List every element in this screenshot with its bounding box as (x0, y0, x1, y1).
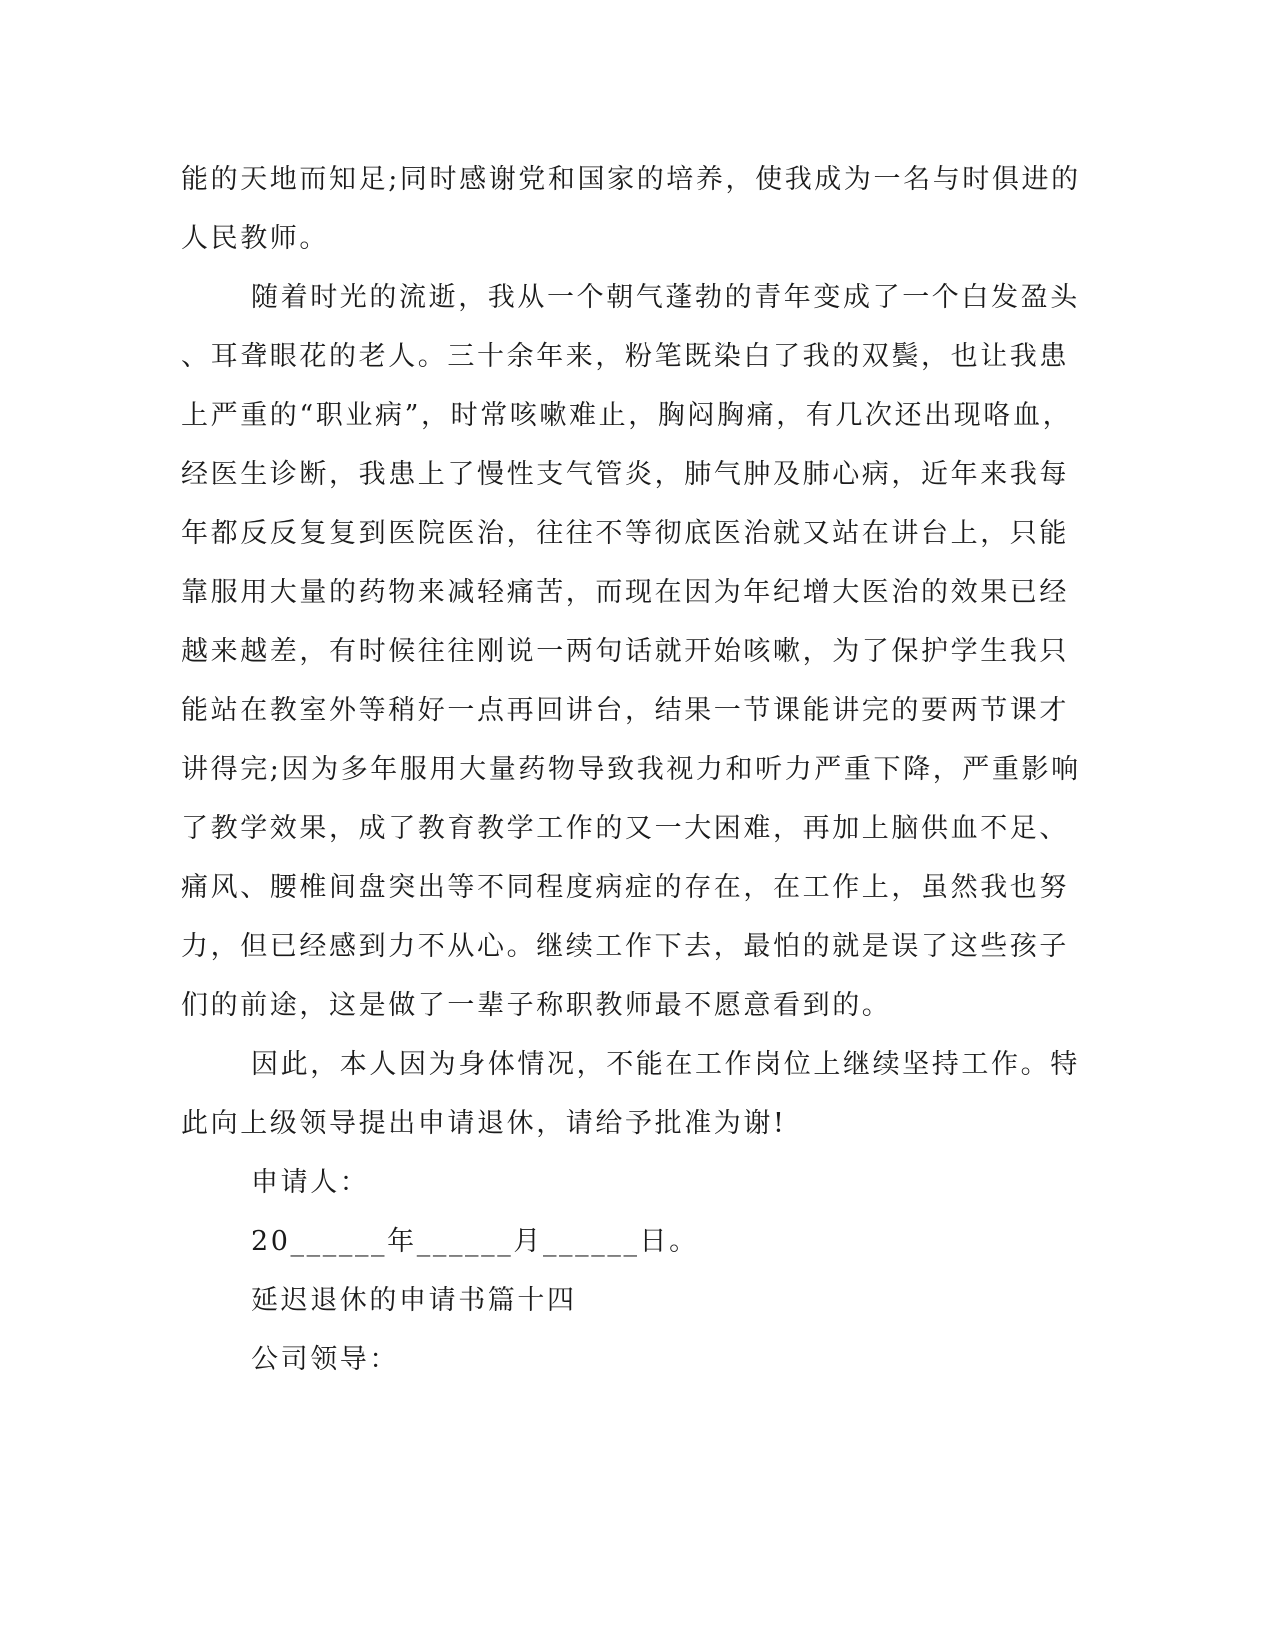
body-text-line: 痛风、腰椎间盘突出等不同程度病症的存在，在工作上，虽然我也努 (181, 872, 1069, 903)
salutation: 公司领导： (251, 1344, 399, 1375)
body-text-line: 、耳聋眼花的老人。三十余年来，粉笔既染白了我的双鬓，也让我患 (181, 341, 1069, 372)
body-text-line: 能的天地而知足;同时感谢党和国家的培养，使我成为一名与时俱进的 (181, 164, 1081, 195)
body-text-line: 人民教师。 (181, 223, 329, 254)
body-text-line: 上严重的“职业病”，时常咳嗽难止，胸闷胸痛，有几次还出现咯血， (181, 400, 1073, 431)
body-text-line: 此向上级领导提出申请退休，请给予批准为谢! (181, 1108, 787, 1139)
body-text-line: 越来越差，有时候往往刚说一两句话就开始咳嗽，为了保护学生我只 (181, 636, 1069, 667)
body-text-line: 了教学效果，成了教育教学工作的又一大困难，再加上脑供血不足、 (181, 813, 1069, 844)
section-heading: 延迟退休的申请书篇十四 (251, 1285, 577, 1316)
body-text-line: 能站在教室外等稍好一点再回讲台，结果一节课能讲完的要两节课才 (181, 695, 1069, 726)
paragraph-start-line: 因此，本人因为身体情况，不能在工作岗位上继续坚持工作。特 (251, 1049, 1080, 1080)
body-text-line: 讲得完;因为多年服用大量药物导致我视力和听力严重下降，严重影响 (181, 754, 1081, 785)
body-text-line: 们的前途，这是做了一辈子称职教师最不愿意看到的。 (181, 990, 892, 1021)
body-text-line: 力，但已经感到力不从心。继续工作下去，最怕的就是误了这些孩子 (181, 931, 1069, 962)
body-text-line: 靠服用大量的药物来减轻痛苦，而现在因为年纪增大医治的效果已经 (181, 577, 1069, 608)
date-line: 20______年______月______日。 (251, 1226, 699, 1257)
paragraph-start-line: 随着时光的流逝，我从一个朝气蓬勃的青年变成了一个白发盈头 (251, 282, 1080, 313)
body-text-line: 年都反反复复到医院医治，往往不等彻底医治就又站在讲台上，只能 (181, 518, 1069, 549)
body-text-line: 经医生诊断，我患上了慢性支气管炎，肺气肿及肺心病，近年来我每 (181, 459, 1069, 490)
applicant-label: 申请人： (251, 1167, 370, 1198)
